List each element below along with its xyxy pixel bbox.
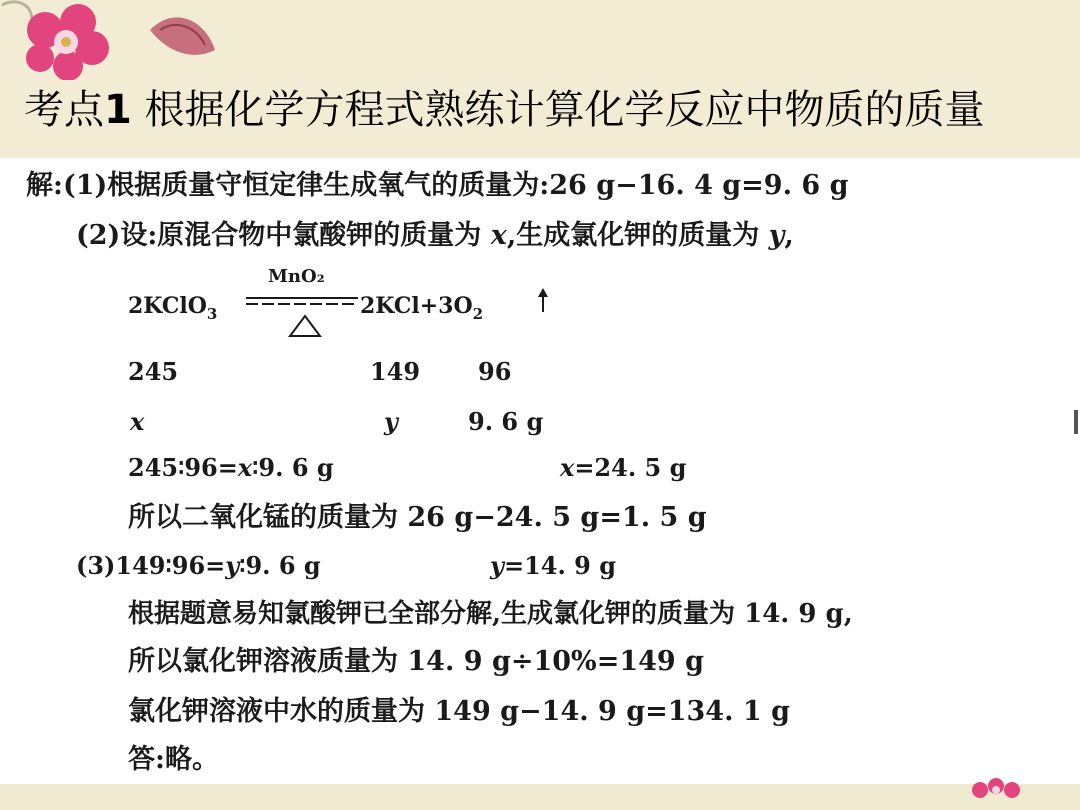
heat-triangle-icon <box>288 314 322 338</box>
reaction-equals-sign <box>246 296 358 308</box>
reactant <box>128 290 217 330</box>
solution-line-1: 解:(1)根据质量守恒定律生成氧气的质量为:26 g−16. 4 g=9. 6 g <box>26 170 849 201</box>
ratio1-text-b: ∶9. 6 g <box>252 453 334 482</box>
part3-text-a: (3)149∶96= <box>76 551 226 580</box>
water-mass-line: 氯化钾溶液中水的质量为 149 g−14. 9 g=134. 1 g <box>128 696 790 727</box>
mass-96: 96 <box>478 357 512 386</box>
line2-text-a: (2)设:原混合物中氯酸钾的质量为 <box>76 220 491 251</box>
products-subscript: 2 <box>472 305 484 323</box>
title-prefix: 考点 <box>24 87 104 133</box>
reactant-subscript: 3 <box>206 305 218 323</box>
footer-band <box>0 784 1080 810</box>
ratio1-var-x: x <box>237 453 253 482</box>
solution-mass-line: 所以氯化钾溶液质量为 14. 9 g÷10%=149 g <box>128 646 704 677</box>
products <box>360 290 483 330</box>
ratio1-res-value: =24. 5 g <box>574 453 687 482</box>
mno2-mass-line: 所以二氧化锰的质量为 26 g−24. 5 g=1. 5 g <box>128 502 707 533</box>
line2-text-b: ,生成氯化钾的质量为 <box>506 220 769 251</box>
var-y: y <box>384 407 398 436</box>
ratio-1 <box>128 452 334 484</box>
part3-result <box>490 550 616 582</box>
part3-var-y: y <box>225 551 240 580</box>
edge-mark <box>1074 410 1078 434</box>
mass-245: 245 <box>128 357 179 386</box>
page-title <box>24 78 1074 135</box>
var-x: x <box>130 407 145 436</box>
flower-decoration-icon <box>0 0 260 80</box>
catalyst-label: MnO₂ <box>268 266 325 287</box>
gas-arrow-icon <box>537 288 549 314</box>
part3-text-b: ∶9. 6 g <box>239 551 321 580</box>
var-9-6g: 9. 6 g <box>468 407 544 436</box>
part3-res-value: =14. 9 g <box>503 551 617 580</box>
reactant-formula: 2KClO <box>128 293 207 319</box>
title-text: 根据化学方程式熟练计算化学反应中物质的质量 <box>131 87 985 133</box>
ratio1-text-a: 245∶96= <box>128 453 238 482</box>
answer-line: 答:略。 <box>128 744 219 775</box>
solution-line-2 <box>76 220 794 252</box>
products-formula: 2KCl+3O <box>360 293 473 319</box>
corner-flower-icon <box>966 772 1026 802</box>
part3-ratio <box>76 550 321 582</box>
line2-var-y: y <box>768 220 785 251</box>
line2-text-c: , <box>784 220 794 251</box>
part3-res-var: y <box>490 551 504 580</box>
ratio-1-result <box>560 452 686 484</box>
ratio1-res-var: x <box>560 453 575 482</box>
mass-149: 149 <box>370 357 421 386</box>
line2-var-x: x <box>490 220 507 251</box>
decompose-line: 根据题意易知氯酸钾已全部分解,生成氯化钾的质量为 14. 9 g, <box>128 599 853 629</box>
title-number: 1 <box>104 87 132 133</box>
